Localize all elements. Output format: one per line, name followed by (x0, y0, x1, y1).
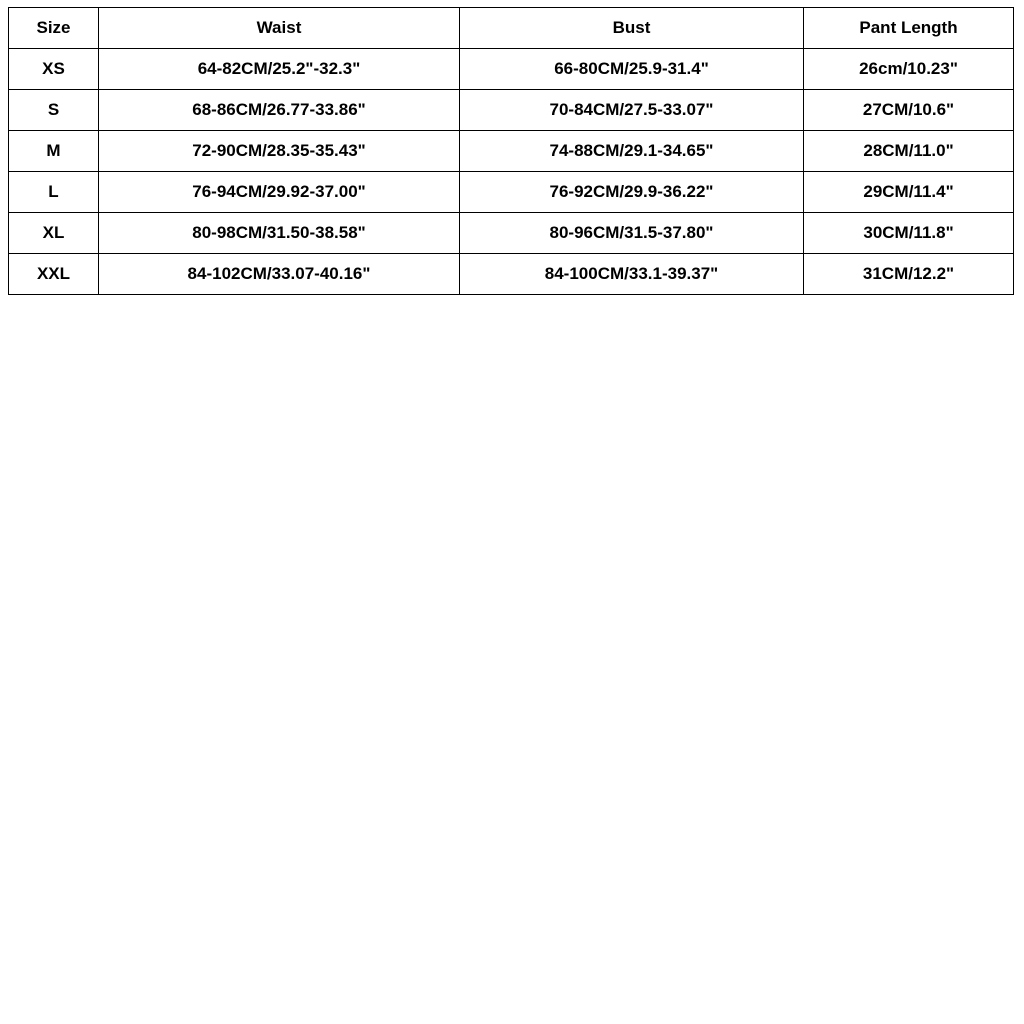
cell-size: XXL (9, 254, 99, 295)
cell-waist: 64-82CM/25.2"-32.3" (99, 49, 460, 90)
header-waist: Waist (99, 8, 460, 49)
header-bust: Bust (460, 8, 804, 49)
cell-pant-length: 31CM/12.2" (804, 254, 1014, 295)
cell-bust: 80-96CM/31.5-37.80" (460, 213, 804, 254)
cell-size: XS (9, 49, 99, 90)
cell-pant-length: 28CM/11.0" (804, 131, 1014, 172)
table-row (9, 254, 1014, 295)
cell-waist: 84-102CM/33.07-40.16" (99, 254, 460, 295)
cell-size: L (9, 172, 99, 213)
cell-pant-length: 30CM/11.8" (804, 213, 1014, 254)
table-row (9, 90, 1014, 131)
cell-waist: 72-90CM/28.35-35.43" (99, 131, 460, 172)
cell-bust: 66-80CM/25.9-31.4" (460, 49, 804, 90)
cell-bust: 84-100CM/33.1-39.37" (460, 254, 804, 295)
cell-bust: 70-84CM/27.5-33.07" (460, 90, 804, 131)
table-row (9, 49, 1014, 90)
size-chart-table (8, 7, 1014, 295)
cell-waist: 76-94CM/29.92-37.00" (99, 172, 460, 213)
cell-pant-length: 27CM/10.6" (804, 90, 1014, 131)
header-row (9, 8, 1014, 49)
cell-size: S (9, 90, 99, 131)
cell-size: M (9, 131, 99, 172)
cell-bust: 76-92CM/29.9-36.22" (460, 172, 804, 213)
table-row (9, 172, 1014, 213)
header-size: Size (9, 8, 99, 49)
cell-size: XL (9, 213, 99, 254)
cell-waist: 80-98CM/31.50-38.58" (99, 213, 460, 254)
table-row (9, 131, 1014, 172)
cell-bust: 74-88CM/29.1-34.65" (460, 131, 804, 172)
cell-pant-length: 29CM/11.4" (804, 172, 1014, 213)
table-row (9, 213, 1014, 254)
cell-pant-length: 26cm/10.23" (804, 49, 1014, 90)
header-pant-length: Pant Length (804, 8, 1014, 49)
cell-waist: 68-86CM/26.77-33.86" (99, 90, 460, 131)
